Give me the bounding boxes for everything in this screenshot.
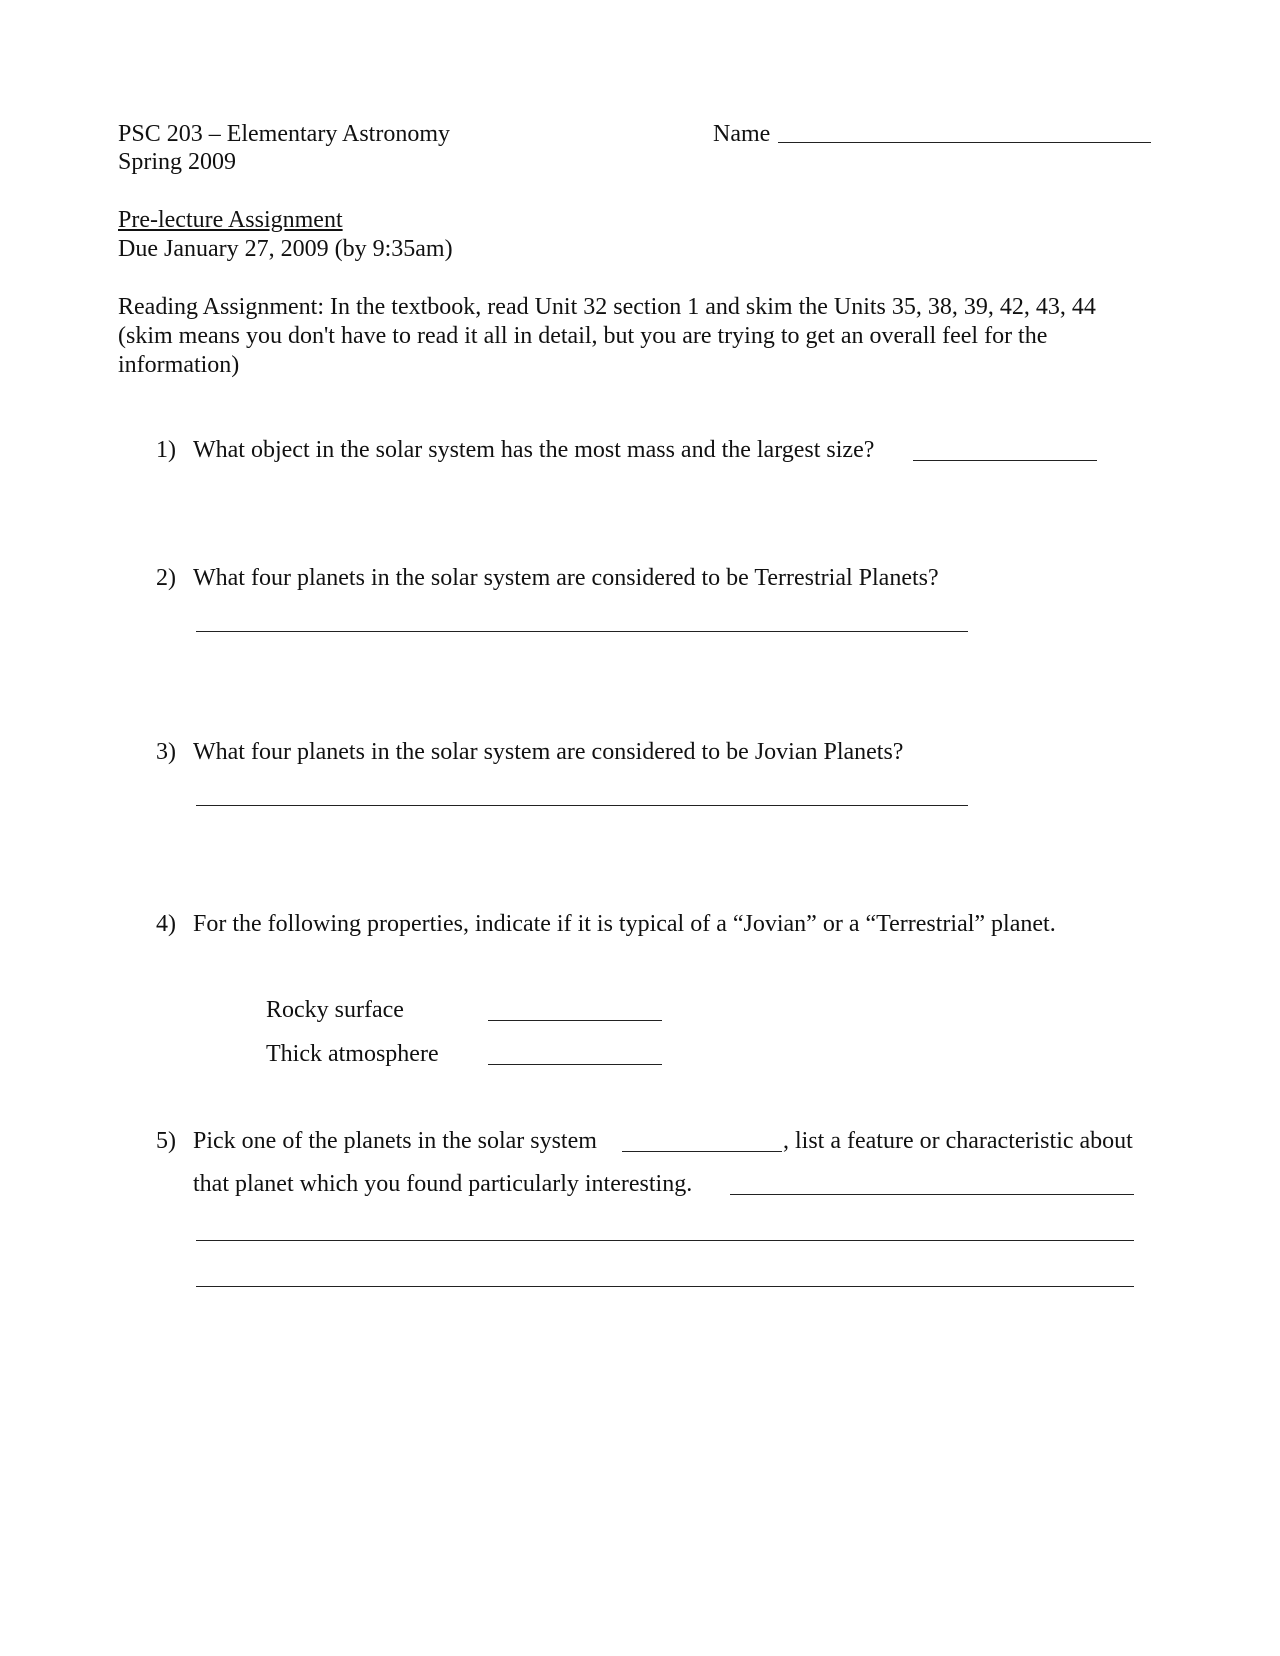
reading-line-1: Reading Assignment: In the textbook, read Unit 32 section 1 and skim the Units 35, 38, 39, 42, 43, 44 [118, 294, 1096, 320]
property-thick-atmosphere: Thick atmosphere [266, 1041, 439, 1067]
question-3-number: 3) [156, 739, 176, 765]
property-rocky-surface: Rocky surface [266, 997, 404, 1023]
question-4-text: For the following properties, indicate if it is typical of a “Jovian” or a “Terrestrial” planet. [193, 911, 1056, 937]
question-3-answer-blank[interactable] [196, 805, 968, 806]
question-4-number: 4) [156, 911, 176, 937]
name-field[interactable] [778, 142, 1151, 143]
question-5-planet-blank[interactable] [622, 1151, 782, 1152]
name-label: Name [713, 121, 771, 147]
question-1-answer-blank[interactable] [913, 460, 1097, 461]
question-2-answer-blank[interactable] [196, 631, 968, 632]
question-5-text-c: that planet which you found particularly interesting. [193, 1171, 693, 1197]
question-5-answer-blank-1[interactable] [730, 1194, 1134, 1195]
property-thick-atmosphere-blank[interactable] [488, 1064, 662, 1065]
question-5-text-b: , list a feature or characteristic about [783, 1128, 1133, 1154]
reading-line-3: information) [118, 352, 240, 378]
question-5-number: 5) [156, 1128, 176, 1154]
question-1-number: 1) [156, 437, 176, 463]
question-5-answer-blank-3[interactable] [196, 1286, 1134, 1287]
question-5-answer-blank-2[interactable] [196, 1240, 1134, 1241]
reading-line-2: (skim means you don't have to read it all in detail, but you are trying to get an overall feel for the [118, 323, 1048, 349]
question-2-text: What four planets in the solar system are considered to be Terrestrial Planets? [193, 565, 939, 591]
property-rocky-surface-blank[interactable] [488, 1020, 662, 1021]
question-2-number: 2) [156, 565, 176, 591]
term: Spring 2009 [118, 149, 237, 175]
question-3-text: What four planets in the solar system are considered to be Jovian Planets? [193, 739, 904, 765]
course-title: PSC 203 – Elementary Astronomy [118, 121, 450, 147]
assignment-title: Pre-lecture Assignment [118, 207, 343, 233]
question-5-text-a: Pick one of the planets in the solar system [193, 1128, 597, 1154]
question-1-text: What object in the solar system has the most mass and the largest size? [193, 437, 875, 463]
due-date: Due January 27, 2009 (by 9:35am) [118, 236, 453, 262]
